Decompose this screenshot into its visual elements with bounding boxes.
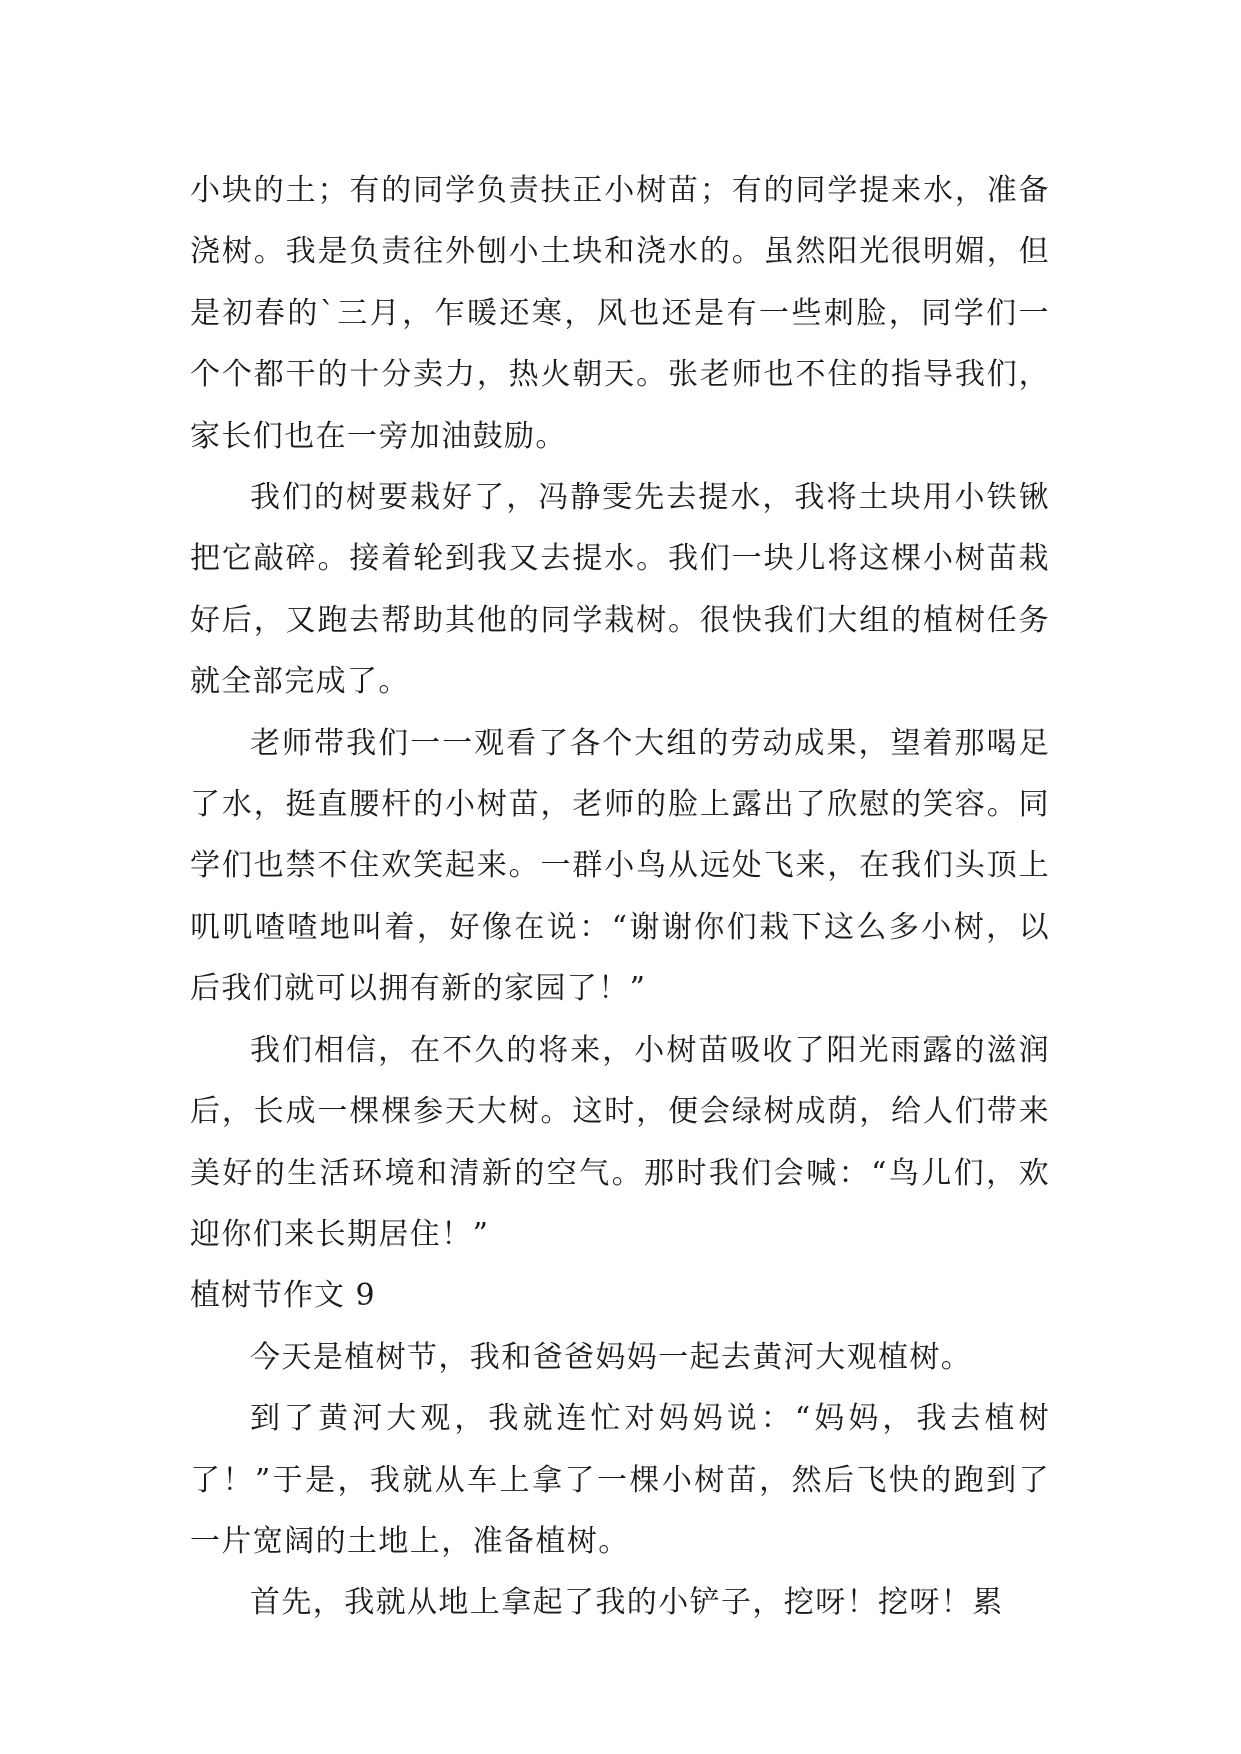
section-title: 植树节作文 9: [190, 1278, 376, 1314]
paragraph: 今天是植树节，我和爸爸妈妈一起去黄河大观植树。: [250, 1339, 973, 1375]
paragraph: 老师带我们一一观看了各个大组的劳动成果，望着那喝足了水，挺直腰杆的小树苗，老师的脸上露出了欣慰的笑容。同学们也禁不住欢笑起来。一群小鸟从远处飞来，在我们头顶上叽叽喳喳地叫着，好像在说：“谢谢你们栽下这么多小树，以后我们就可以拥有新的家园了！”: [190, 725, 1050, 1007]
paragraph: 到了黄河大观，我就连忙对妈妈说：“妈妈，我去植树了！”于是，我就从车上拿了一棵小树苗，然后飞快的跑到了一片宽阔的土地上，准备植树。: [190, 1401, 1050, 1559]
paragraph: 我们的树要栽好了，冯静雯先去提水，我将土块用小铁锹把它敲碎。接着轮到我又去提水。我们一块儿将这棵小树苗栽好后，又跑去帮助其他的同学栽树。很快我们大组的植树任务就全部完成了。: [190, 480, 1050, 700]
paragraph: 首先，我就从地上拿起了我的小铲子，挖呀！挖呀！累: [250, 1585, 1004, 1621]
paragraph-continued: 小块的土；有的同学负责扶正小树苗；有的同学提来水，准备浇树。我是负责往外刨小土块和浇水的。虽然阳光很明媚，但是初春的`三月，乍暖还寒，风也还是有一些刺脸，同学们一个个都干的十分卖力，热火朝天。张老师也不住的指导我们，家长们也在一旁加油鼓励。: [190, 173, 1050, 454]
paragraph: 我们相信，在不久的将来，小树苗吸收了阳光雨露的滋润后，长成一棵棵参天大树。这时，便会绿树成荫，给人们带来美好的生活环境和清新的空气。那时我们会喊：“鸟儿们，欢迎你们来长期居住！”: [190, 1032, 1050, 1252]
document-body: [190, 160, 1050, 1634]
